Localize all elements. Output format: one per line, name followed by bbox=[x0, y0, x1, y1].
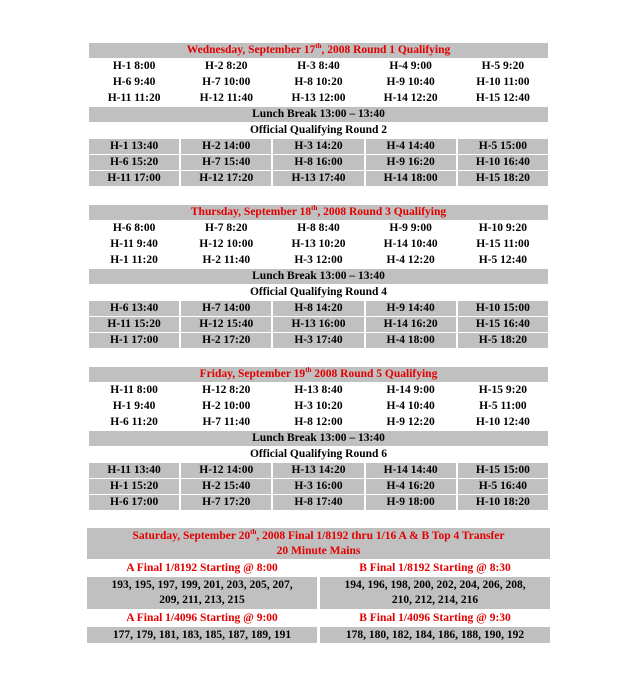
heat-cell: H-9 14:40 bbox=[366, 301, 456, 316]
heat-cell: H-3 17:40 bbox=[273, 333, 363, 348]
b-final-label: B Final 1/8192 Starting @ 8:30 bbox=[320, 560, 550, 576]
friday-schedule bbox=[87, 366, 550, 511]
heat-cell: H-4 18:00 bbox=[366, 333, 456, 348]
heat-cell: H-13 14:20 bbox=[273, 463, 363, 478]
heat-cell: H-1 17:00 bbox=[89, 333, 179, 348]
heat-cell: H-14 16:20 bbox=[366, 317, 456, 332]
heat-cell: H-11 11:20 bbox=[89, 91, 179, 106]
heat-cell: H-13 12:00 bbox=[273, 91, 363, 106]
b-final-heats: 178, 180, 182, 184, 186, 188, 190, 192 bbox=[320, 627, 550, 643]
lunch-break: Lunch Break 13:00 – 13:40 bbox=[89, 107, 548, 122]
heat-cell: H-11 17:00 bbox=[89, 171, 179, 186]
heat-cell: H-3 8:40 bbox=[273, 59, 363, 74]
heat-cell: H-7 10:00 bbox=[181, 75, 271, 90]
heat-cell: H-1 11:20 bbox=[89, 253, 179, 268]
heat-cell: H-11 9:40 bbox=[89, 237, 179, 252]
heat-cell: H-14 9:00 bbox=[366, 383, 456, 398]
heat-cell: H-5 12:40 bbox=[458, 253, 548, 268]
heat-cell: H-11 13:40 bbox=[89, 463, 179, 478]
heat-cell: H-1 9:40 bbox=[89, 399, 179, 414]
heat-cell: H-5 11:00 bbox=[458, 399, 548, 414]
heat-cell: H-7 17:20 bbox=[181, 495, 271, 510]
heat-cell: H-5 15:00 bbox=[458, 139, 548, 154]
heat-cell: H-12 11:40 bbox=[181, 91, 271, 106]
heat-cell: H-1 13:40 bbox=[89, 139, 179, 154]
heat-cell: H-14 14:40 bbox=[366, 463, 456, 478]
heat-cell: H-8 8:40 bbox=[273, 221, 363, 236]
heat-cell: H-10 16:40 bbox=[458, 155, 548, 170]
heat-cell: H-3 14:20 bbox=[273, 139, 363, 154]
heat-cell: H-5 9:20 bbox=[458, 59, 548, 74]
heat-cell: H-3 10:20 bbox=[273, 399, 363, 414]
heat-cell: H-12 15:40 bbox=[181, 317, 271, 332]
saturday-schedule bbox=[87, 528, 550, 643]
heat-cell: H-10 11:00 bbox=[458, 75, 548, 90]
heat-cell: H-1 15:20 bbox=[89, 479, 179, 494]
heat-cell: H-14 18:00 bbox=[366, 171, 456, 186]
a-final-heats: 193, 195, 197, 199, 201, 203, 205, 207, 209, 211, 213, 215 bbox=[87, 577, 317, 609]
round-title: Official Qualifying Round 4 bbox=[249, 286, 388, 298]
heat-cell: H-13 17:40 bbox=[273, 171, 363, 186]
heat-cell: H-1 8:00 bbox=[89, 59, 179, 74]
heat-cell: H-7 8:20 bbox=[181, 221, 271, 236]
day-header: Saturday, September 20th, 2008 Final 1/8192 thru 1/16 A & B Top 4 Transfer 20 Minute Mains bbox=[87, 528, 550, 559]
heat-cell: H-8 10:20 bbox=[273, 75, 363, 90]
wednesday-schedule bbox=[87, 42, 550, 187]
heat-cell: H-9 10:40 bbox=[366, 75, 456, 90]
heat-cell: H-9 18:00 bbox=[366, 495, 456, 510]
heat-cell: H-12 10:00 bbox=[181, 237, 271, 252]
heat-cell: H-13 8:40 bbox=[273, 383, 363, 398]
heat-cell: H-12 14:00 bbox=[181, 463, 271, 478]
day-header: Friday, September 19th 2008 Round 5 Qualifying bbox=[89, 367, 548, 382]
heat-cell: H-6 8:00 bbox=[89, 221, 179, 236]
heat-cell: H-10 15:00 bbox=[458, 301, 548, 316]
heat-cell: H-4 16:20 bbox=[366, 479, 456, 494]
day-header: Thursday, September 18th, 2008 Round 3 Qualifying bbox=[89, 205, 548, 220]
lunch-break: Lunch Break 13:00 – 13:40 bbox=[89, 431, 548, 446]
a-final-label: A Final 1/4096 Starting @ 9:00 bbox=[87, 610, 317, 626]
a-final-label: A Final 1/8192 Starting @ 8:00 bbox=[87, 560, 317, 576]
heat-cell: H-11 15:20 bbox=[89, 317, 179, 332]
heat-cell: H-6 13:40 bbox=[89, 301, 179, 316]
heat-cell: H-2 8:20 bbox=[181, 59, 271, 74]
heat-cell: H-5 18:20 bbox=[458, 333, 548, 348]
heat-cell: H-15 12:40 bbox=[458, 91, 548, 106]
heat-cell: H-7 11:40 bbox=[181, 415, 271, 430]
heat-cell: H-12 8:20 bbox=[181, 383, 271, 398]
heat-cell: H-2 14:00 bbox=[181, 139, 271, 154]
heat-cell: H-14 12:20 bbox=[366, 91, 456, 106]
heat-cell: H-15 9:20 bbox=[458, 383, 548, 398]
heat-cell: H-12 17:20 bbox=[181, 171, 271, 186]
heat-cell: H-9 9:00 bbox=[366, 221, 456, 236]
heat-cell: H-13 16:00 bbox=[273, 317, 363, 332]
thursday-schedule bbox=[87, 204, 550, 349]
heat-cell: H-15 15:00 bbox=[458, 463, 548, 478]
heat-cell: H-8 17:40 bbox=[273, 495, 363, 510]
a-final-heats: 177, 179, 181, 183, 185, 187, 189, 191 bbox=[87, 627, 317, 643]
heat-cell: H-2 15:40 bbox=[181, 479, 271, 494]
heat-cell: H-3 12:00 bbox=[273, 253, 363, 268]
b-final-label: B Final 1/4096 Starting @ 9:30 bbox=[320, 610, 550, 626]
heat-cell: H-7 14:00 bbox=[181, 301, 271, 316]
b-final-heats: 194, 196, 198, 200, 202, 204, 206, 208, 210, 212, 214, 216 bbox=[320, 577, 550, 609]
heat-cell: H-4 9:00 bbox=[366, 59, 456, 74]
day-header: Wednesday, September 17th, 2008 Round 1 Qualifying bbox=[89, 43, 548, 58]
heat-cell: H-2 10:00 bbox=[181, 399, 271, 414]
heat-cell: H-9 12:20 bbox=[366, 415, 456, 430]
heat-cell: H-6 11:20 bbox=[89, 415, 179, 430]
heat-cell: H-8 14:20 bbox=[273, 301, 363, 316]
heat-cell: H-11 8:00 bbox=[89, 383, 179, 398]
heat-cell: H-10 9:20 bbox=[458, 221, 548, 236]
heat-cell: H-5 16:40 bbox=[458, 479, 548, 494]
heat-cell: H-4 10:40 bbox=[366, 399, 456, 414]
heat-cell: H-14 10:40 bbox=[366, 237, 456, 252]
heat-cell: H-2 11:40 bbox=[181, 253, 271, 268]
heat-cell: H-15 16:40 bbox=[458, 317, 548, 332]
heat-cell: H-15 11:00 bbox=[458, 237, 548, 252]
heat-cell: H-8 12:00 bbox=[273, 415, 363, 430]
heat-cell: H-3 16:00 bbox=[273, 479, 363, 494]
heat-cell: H-8 16:00 bbox=[273, 155, 363, 170]
heat-cell: H-7 15:40 bbox=[181, 155, 271, 170]
heat-cell: H-13 10:20 bbox=[273, 237, 363, 252]
heat-cell: H-10 18:20 bbox=[458, 495, 548, 510]
lunch-break: Lunch Break 13:00 – 13:40 bbox=[89, 269, 548, 284]
heat-cell: H-4 14:40 bbox=[366, 139, 456, 154]
heat-cell: H-6 9:40 bbox=[89, 75, 179, 90]
heat-cell: H-10 12:40 bbox=[458, 415, 548, 430]
round-title: Official Qualifying Round 2 bbox=[249, 124, 388, 136]
round-title: Official Qualifying Round 6 bbox=[249, 448, 388, 460]
heat-cell: H-6 17:00 bbox=[89, 495, 179, 510]
heat-cell: H-2 17:20 bbox=[181, 333, 271, 348]
heat-cell: H-4 12:20 bbox=[366, 253, 456, 268]
heat-cell: H-15 18:20 bbox=[458, 171, 548, 186]
heat-cell: H-6 15:20 bbox=[89, 155, 179, 170]
heat-cell: H-9 16:20 bbox=[366, 155, 456, 170]
